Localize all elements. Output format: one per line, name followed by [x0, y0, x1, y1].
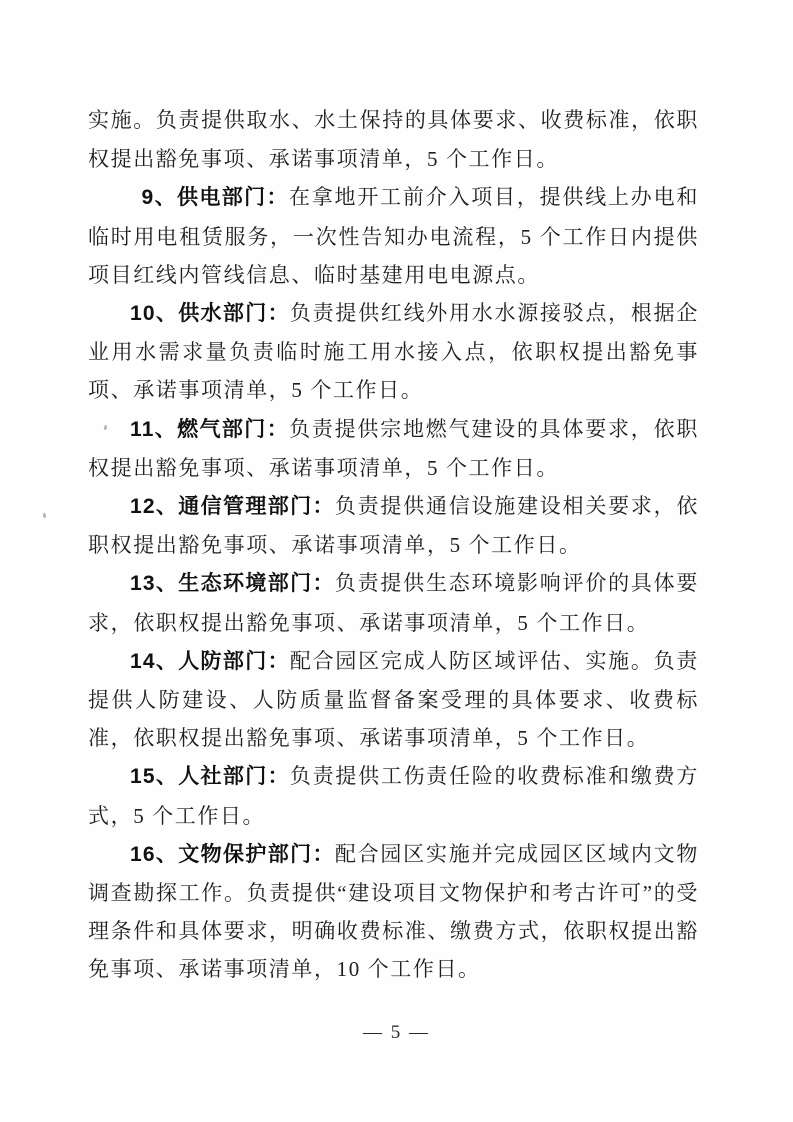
document-body	[88, 101, 699, 989]
item-text: 实施。负责提供取水、水土保持的具体要求、收费标准，依职权提出豁免事项、承诺事项清单，5 个工作日。	[88, 108, 699, 172]
item-text: 负责提供红线外用水水源接驳点，根据企业用水需求量负责临时施工用水接入点，依职权提出豁免事项、承诺事项清单，5 个工作日。	[88, 301, 699, 403]
paragraph-item-14	[88, 642, 699, 758]
paragraph-item-9	[88, 178, 699, 294]
item-heading: 16、文物保护部门：	[130, 842, 335, 866]
item-heading: 15、人社部门：	[130, 765, 290, 789]
item-heading: 13、生态环境部门：	[130, 572, 335, 596]
item-heading: 9、供电部门：	[141, 186, 289, 210]
item-heading: 12、通信管理部门：	[130, 495, 335, 519]
paragraph-item-15	[88, 757, 699, 834]
item-text: 配合园区实施并完成园区区域内文物调查勘探工作。负责提供“建设项目文物保护和考古许可”的受理条件和具体要求，明确收费标准、缴费方式，依职权提出豁免事项、承诺事项清单，10 个工作日。	[88, 841, 699, 982]
item-text: 在拿地开工前介入项目，提供线上办电和临时用电租赁服务，一次性告知办电流程，5 个工作日内提供项目红线内管线信息、临时基建用电电源点。	[88, 185, 699, 287]
item-heading: 10、供水部门：	[130, 302, 290, 326]
paragraph-continuation	[88, 101, 699, 178]
paragraph-item-11	[88, 410, 699, 487]
scan-speck	[43, 513, 47, 518]
paragraph-item-10	[88, 294, 699, 410]
item-heading: 11、燃气部门：	[130, 417, 290, 441]
item-text: 负责提供工伤责任险的收费标准和缴费方式，5 个工作日。	[88, 764, 699, 828]
item-heading: 14、人防部门：	[130, 649, 290, 673]
page-number: — 5 —	[363, 1022, 430, 1043]
paragraph-item-16	[88, 835, 699, 989]
paragraph-item-12	[88, 487, 699, 564]
paragraph-item-13	[88, 564, 699, 641]
item-text: 配合园区完成人防区域评估、实施。负责提供人防建设、人防质量监督备案受理的具体要求、收费标准，依职权提出豁免事项、承诺事项清单，5 个工作日。	[88, 648, 699, 751]
item-text: 负责提供通信设施建设相关要求，依职权提出豁免事项、承诺事项清单，5 个工作日。	[88, 494, 699, 558]
item-text: 负责提供生态环境影响评价的具体要求，依职权提出豁免事项、承诺事项清单，5 个工作日。	[88, 571, 699, 635]
item-text: 负责提供宗地燃气建设的具体要求，依职权提出豁免事项、承诺事项清单，5 个工作日。	[88, 416, 699, 480]
